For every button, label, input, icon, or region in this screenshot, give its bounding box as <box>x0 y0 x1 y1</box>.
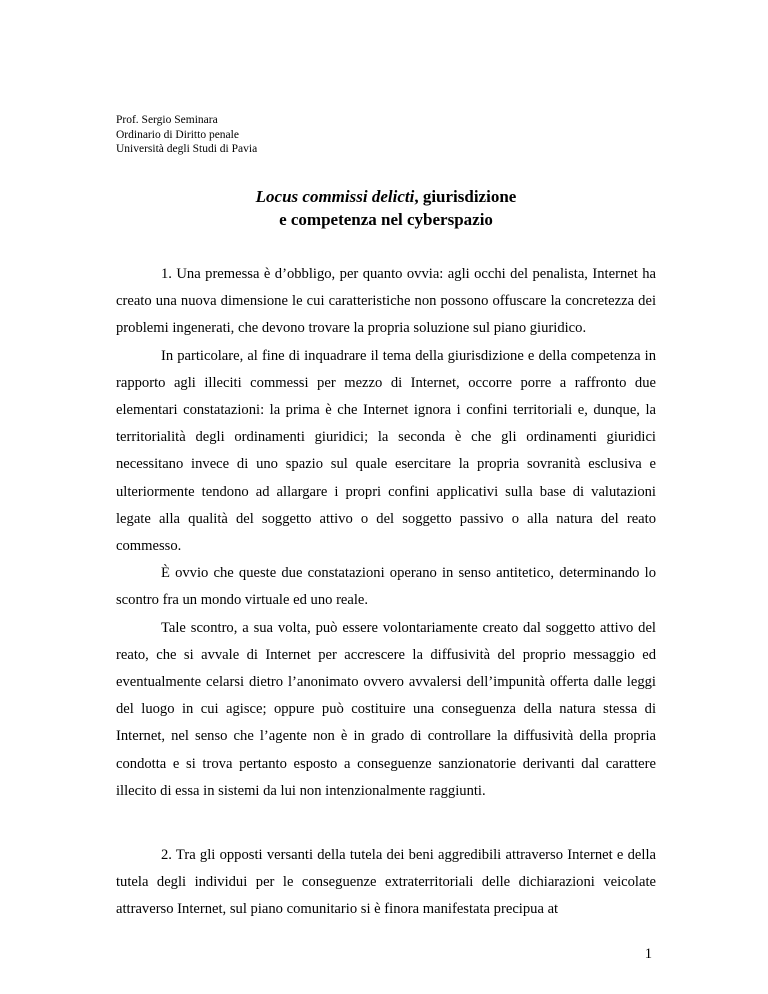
document-body <box>116 261 656 924</box>
paragraph-3: È ovvio che queste due constatazioni operano in senso antitetico, determinando lo scontro fra un mondo virtuale ed uno reale. <box>116 565 656 609</box>
title-italic: Locus commissi delicti <box>255 187 415 206</box>
page-number: 1 <box>644 946 652 962</box>
paragraph-1: 1. Una premessa è d’obbligo, per quanto ovvia: agli occhi del penalista, Internet ha creato una nuova dimensione le cui caratteristiche non possono offuscare la concretezza dei problemi ingenerati, che devono trovare la propria soluzione sul piano giuridico. <box>116 266 656 337</box>
title-line-2: e competenza nel cyberspazio <box>279 210 493 229</box>
author-position: Ordinario di Diritto penale <box>116 128 239 141</box>
paragraph-2: In particolare, al fine di inquadrare il tema della giurisdizione e della competenza in rapporto agli illeciti commessi per mezzo di Internet, occorre porre a raffronto due elementari constatazioni: la prima è che Internet ignora i confini territoriali e, dunque, la territorialità degli ordinamenti giuridici; la seconda è che gli ordinamenti giuridici necessitano invece di uno spazio sul quale esercitare la propria sovranità esclusiva e ulteriormente tendono ad allargare i propri confini applicativi sulla base di valutazioni legate alla qualità del soggetto attivo o del soggetto passivo o alla natura del reato commesso. <box>116 347 656 555</box>
author-block <box>116 113 257 157</box>
author-university: Università degli Studi di Pavia <box>116 143 258 155</box>
paragraph-5: 2. Tra gli opposti versanti della tutela dei beni aggredibili attraverso Internet e della tutela degli individui per le conseguenze extraterritoriali delle dichiarazioni veicolate attraverso Internet, sul piano comunitario si è finora manifestata precipua at <box>116 847 656 918</box>
author-name: Prof. Sergio Seminara <box>116 114 218 126</box>
paragraph-4: Tale scontro, a sua volta, può essere volontariamente creato dal soggetto attivo del reato, che si avvale di Internet per accrescere la diffusività del proprio messaggio ed eventualmente celarsi dietro l’anonimato ovvero avvalersi dell’impunità offerta dalle leggi del luogo in cui agisce; oppure può costituire una conseguenza della natura stessa di Internet, nel senso che l’agente non è in grado di controllare la diffusività della propria condotta e si trova pertanto esposto a conseguenze sanzionatorie derivanti dal carattere illecito di essa in sistemi da lui non intenzionalmente raggiunti. <box>116 619 656 799</box>
title-rest: , giurisdizione <box>414 187 517 206</box>
document-title <box>116 185 656 231</box>
title-line-1 <box>116 185 656 208</box>
